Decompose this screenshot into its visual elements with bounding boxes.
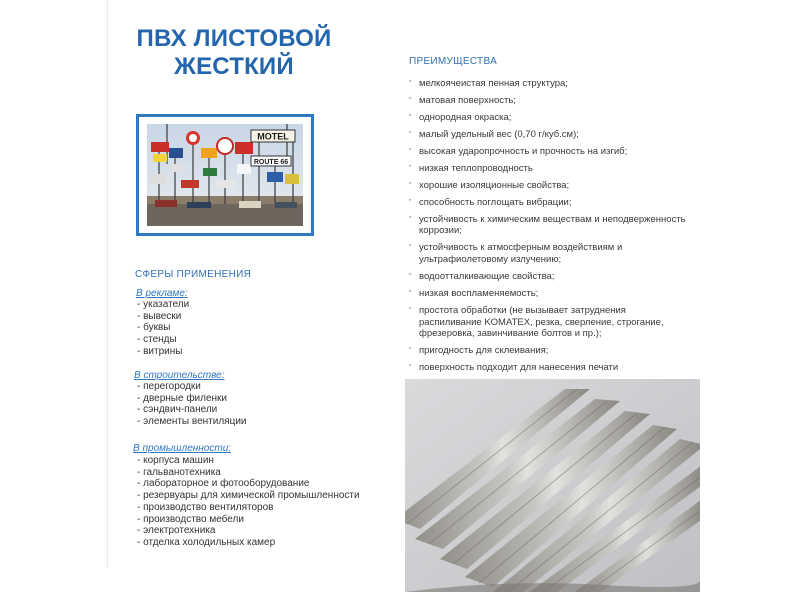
corrugated-sheet-photo	[405, 379, 700, 592]
list-item: - дверные филенки	[137, 393, 247, 405]
list-item: · малый удельный вес (0,70 г/куб.см);	[407, 129, 687, 141]
list-item: · хорошие изоляционные свойства;	[407, 180, 687, 192]
list-item: · водоотталкивающие свойства;	[407, 271, 687, 283]
list-item: - электротехника	[137, 525, 360, 537]
corrugated-pvc-sheet-image	[405, 379, 700, 592]
industry-list	[137, 455, 360, 549]
applications-heading: СФЕРЫ ПРИМЕНЕНИЯ	[135, 269, 252, 280]
list-item: - сэндвич-панели	[137, 404, 247, 416]
roadside-signs-photo	[147, 124, 303, 226]
list-item: · пригодность для склеивания;	[407, 345, 687, 357]
route-sign-text: ROUTE 66	[253, 159, 289, 166]
list-item: · устойчивость к атмосферным воздействиям и ультрафиолетовому излучению;	[407, 242, 687, 265]
list-item: - стенды	[137, 334, 189, 346]
list-item: · поверхность подходит для нанесения печати	[407, 362, 687, 374]
list-item: - лабораторное и фотооборудование	[137, 478, 360, 490]
list-item: · матовая поверхность;	[407, 95, 687, 107]
list-item: - производство мебели	[137, 514, 360, 526]
list-item: · высокая ударопрочность и прочность на изгиб;	[407, 146, 687, 158]
list-item: - вывески	[137, 311, 189, 323]
signs-photo-frame	[136, 114, 314, 236]
list-item: - витрины	[137, 346, 189, 358]
title-line-1: ПВХ ЛИСТОВОЙ	[136, 25, 332, 52]
list-item: - элементы вентиляции	[137, 416, 247, 428]
list-item: · низкая теплопроводность	[407, 163, 687, 175]
title-line-2: ЖЕСТКИЙ	[174, 53, 294, 80]
list-item: · способность поглощать вибрации;	[407, 197, 687, 209]
list-item: - корпуса машин	[137, 455, 360, 467]
list-item: - буквы	[137, 322, 189, 334]
advantages-list	[407, 78, 687, 379]
list-item: · мелкоячеистая пенная структура;	[407, 78, 687, 90]
list-item: · устойчивость к химическим веществам и неподверженность коррозии;	[407, 214, 687, 237]
page-title	[129, 25, 339, 81]
construction-group-title: В строительстве:	[134, 370, 225, 381]
list-item: - указатели	[137, 299, 189, 311]
advertising-group-title: В рекламе:	[136, 288, 188, 299]
list-item: - резервуары для химической промышленности	[137, 490, 360, 502]
advantages-heading: ПРЕИМУЩЕСТВА	[409, 56, 498, 67]
list-item: - гальванотехника	[137, 467, 360, 479]
advertising-list	[137, 299, 189, 358]
list-item: · простота обработки (не вызывает затруднения распиливание KOMATEX, резка, сверление, строгание, фрезеровка, завинчивание болтов и пр.);	[407, 305, 687, 340]
list-item: · однородная окраска;	[407, 112, 687, 124]
list-item: - отделка холодильных камер	[137, 537, 360, 549]
motel-sign-text: MOTEL	[257, 131, 289, 142]
construction-list	[137, 381, 247, 428]
industry-group-title: В промышленности:	[133, 443, 232, 454]
list-item: - перегородки	[137, 381, 247, 393]
list-item: - производство вентиляторов	[137, 502, 360, 514]
list-item: · низкая воспламеняемость;	[407, 288, 687, 300]
